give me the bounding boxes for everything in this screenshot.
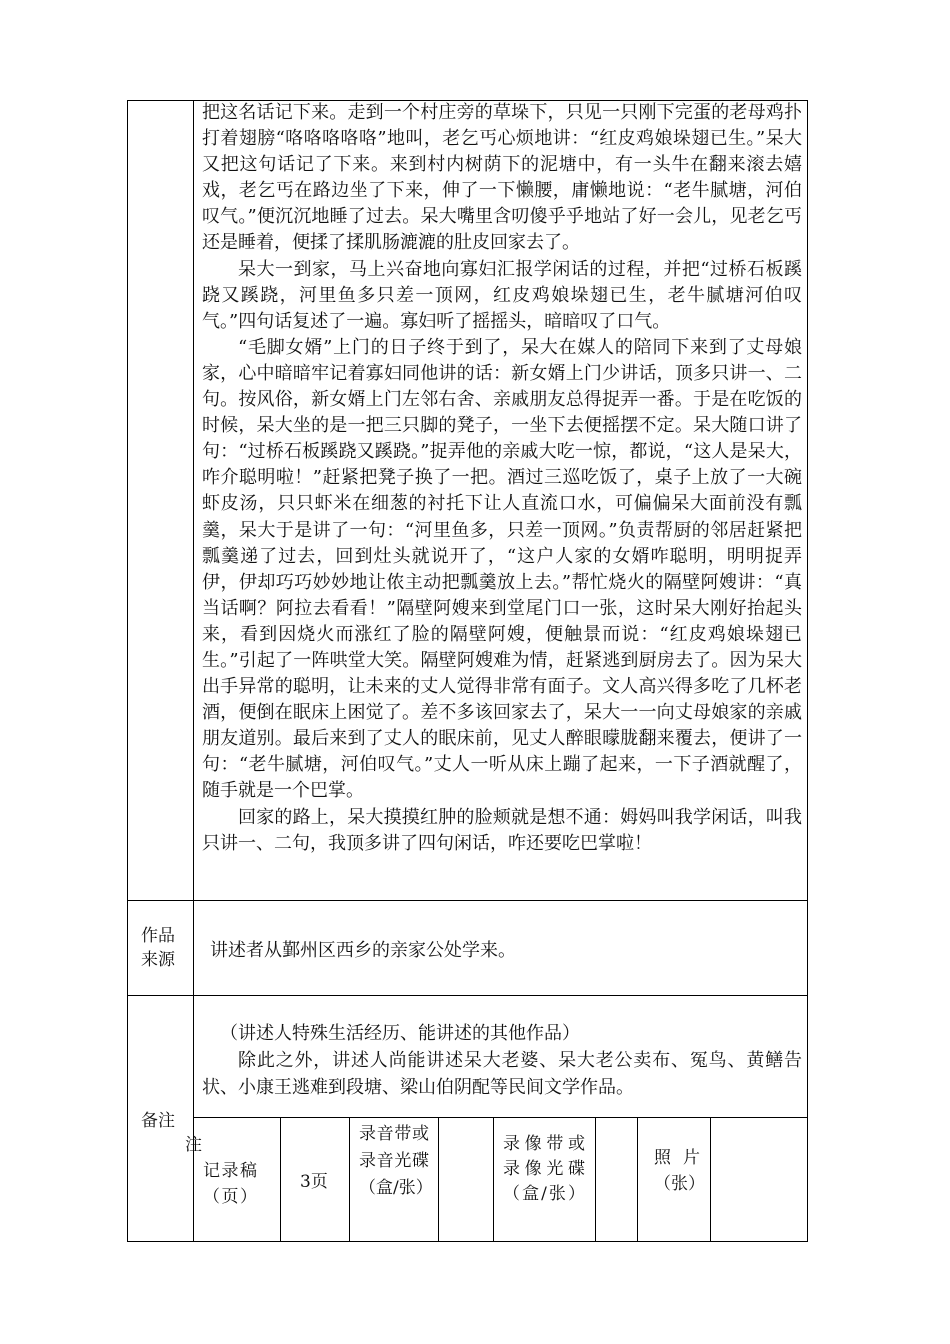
video-label: 录像带或录像光碟（盒/张） [503,1134,585,1204]
remarks-content [202,1020,802,1101]
remarks-text: 除此之外，讲述人尚能讲述呆大老婆、呆大老公卖布、冤鸟、黄鳝告状、小康王逃难到段塘、梁山伯阴配等民间文学作品。 [202,1050,802,1098]
table-right-border [807,100,808,1242]
story-paragraph: 回家的路上，呆大摸摸红肿的脸颊就是想不通：姆妈叫我学闲话，叫我只讲一、二句，我顶多讲了四句闲话，咋还要吃巴掌啦！ [202,806,802,854]
materials-col-divider-1 [280,1117,281,1241]
source-label: 作品来源 [141,926,175,970]
story-paragraph: “毛脚女婿”上门的日子终于到了，呆大在媒人的陪同下来到了丈母娘家，心中暗暗牢记着寡妇同他讲的话：新女婿上门少讲话，顶多只讲一、二句。按风俗，新女婿上门左邻右舍、亲戚朋友总得捉弄一番。于是在吃饭的时候，呆大坐的是一把三只脚的凳子，一坐下去便摇摆不定。呆大随口讲了句：“过桥石板蹊跷又蹊跷。”捉弄他的亲戚大吃一惊，都说，“这人是呆大，咋介聪明啦！”赶紧把凳子换了一把。酒过三巡吃饭了，桌子上放了一大碗虾皮汤，只只虾米在细葱的衬托下让人直流口水，可偏偏呆大面前没有瓢羹，呆大于是讲了一句：“河里鱼多，只差一顶网。”负责帮厨的邻居赶紧把瓢羹递了过去，回到灶头就说开了，“这户人家的女婿咋聪明，明明捉弄伊，伊却巧巧妙妙地让侬主动把瓢羹放上去。”帮忙烧火的隔壁阿嫂讲：“真当话啊？阿拉去看看！”隔壁阿嫂来到堂尾门口一张，这时呆大刚好抬起头来，看到因烧火而涨红了脸的隔壁阿嫂，便触景而说：“红皮鸡娘垛翅已生。”引起了一阵哄堂大笑。隔壁阿嫂难为情，赶紧逃到厨房去了。因为呆大出手异常的聪明，让未来的丈人觉得非常有面子。文人高兴得多吃了几杯老酒，便倒在眠床上困觉了。差不多该回家去了，呆大一一向丈母娘家的亲戚朋友道别。最后来到了丈人的眠床前，见丈人醉眼曚胧翻来覆去，便讲了一句：“老牛腻塘，河伯叹气。”丈人一听从床上蹦了起来，一下子酒就醒了，随手就是一个巴掌。 [202,336,802,802]
manuscript-value: 3页 [300,1172,328,1192]
manuscript-label: 记录稿（页） [203,1161,257,1207]
audio-label: 录音带或录音光碟（盒/张） [359,1124,433,1198]
materials-col-divider-5 [595,1117,596,1241]
materials-col-divider-7 [710,1117,711,1241]
materials-col-divider-2 [349,1117,350,1241]
remarks-label: 备注 [141,1111,175,1131]
remarks-note: （讲述人特殊生活经历、能讲述的其他作品） [220,1023,580,1044]
row-divider-source [127,900,808,901]
remarks-zhu-char: 注 [185,1135,202,1155]
story-text [202,100,802,857]
table-bottom-border [127,1241,808,1242]
materials-col-divider-4 [493,1117,494,1241]
photo-label: 照片（张） [654,1148,705,1194]
source-text: 讲述者从鄞州区西乡的亲家公处学来。 [210,940,516,961]
label-column-divider [193,100,194,1242]
row-divider-remarks [127,995,808,996]
materials-col-divider-6 [637,1117,638,1241]
materials-top-border [193,1117,808,1118]
story-paragraph: 把这名话记下来。走到一个村庄旁的草垛下，只见一只刚下完蛋的老母鸡扑打着翅膀“咯咯咯咯咯”地叫，老乞丐心烦地讲：“红皮鸡娘垛翅已生。”呆大又把这句话记了下来。来到村内树荫下的泥塘中，有一头牛在翻来滚去嬉戏，老乞丐在路边坐了下来，伸了一下懒腰，庸懒地说：“老牛腻塘，河伯叹气。”便沉沉地睡了过去。呆大嘴里含叨傻乎乎地站了好一会儿，见老乞丐还是睡着，便揉了揉肌肠漉漉的肚皮回家去了。 [202,102,802,254]
materials-col-divider-3 [438,1117,439,1241]
story-paragraph: 呆大一到家，马上兴奋地向寡妇汇报学闲话的过程，并把“过桥石板蹊跷又蹊跷，河里鱼多只差一顶网，红皮鸡娘垛翅已生，老牛腻塘河伯叹气。”四句话复述了一遍。寡妇听了摇摇头，暗暗叹了口气。 [202,258,802,332]
table-left-border [127,100,128,1242]
